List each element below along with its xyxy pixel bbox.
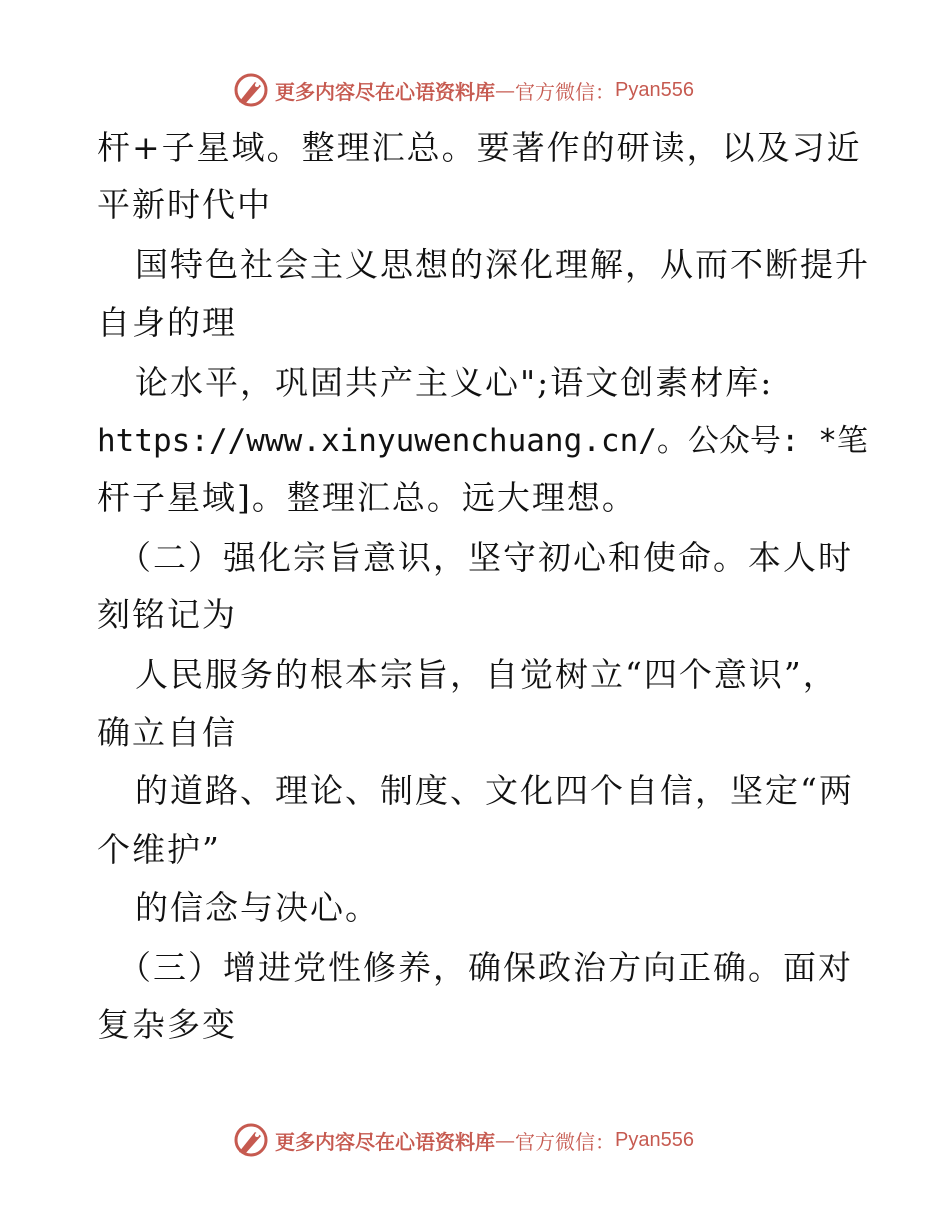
pen-nib-logo-icon	[233, 1122, 269, 1158]
body-line-4: 自身的理	[97, 303, 237, 342]
body-line-11: 确立自信	[97, 713, 237, 752]
watermark-separator: —	[495, 78, 515, 102]
body-line-7: 杆子星域]。整理汇总。远大理想。	[97, 478, 637, 517]
watermark-wechat-label: 官方微信：	[515, 79, 615, 104]
watermark-wechat-id: Pyan556	[615, 78, 694, 101]
body-line-15: （三）增进党性修养，确保政治方向正确。面对	[118, 948, 853, 987]
body-line-10: 人民服务的根本宗旨，自觉树立“四个意识”，	[135, 655, 838, 694]
body-line-8: （二）强化宗旨意识，坚守初心和使命。本人时	[118, 538, 853, 577]
body-line-3: 国特色社会主义思想的深化理解，从而不断提升	[135, 245, 870, 284]
body-line-2: 平新时代中	[97, 185, 272, 224]
body-line-5: 论水平，巩固共产主义心";语文创素材库:	[135, 363, 774, 402]
body-line-6: https://www.xinyuwenchuang.cn/。公众号: *笔	[97, 423, 868, 459]
body-line-14: 的信念与决心。	[135, 888, 380, 927]
watermark-brand-text: 更多内容尽在心语资料库	[275, 1129, 495, 1154]
body-line-1: 杆+子星域。整理汇总。要著作的研读，以及习近	[97, 128, 862, 167]
top-watermark-banner	[233, 70, 694, 110]
body-line-9: 刻铭记为	[97, 595, 237, 634]
watermark-wechat-label: 官方微信：	[515, 1129, 615, 1154]
body-line-16: 复杂多变	[97, 1005, 237, 1044]
watermark-separator: —	[495, 1128, 515, 1152]
body-line-12: 的道路、理论、制度、文化四个自信，坚定“两	[135, 771, 854, 810]
watermark-wechat-id: Pyan556	[615, 1128, 694, 1151]
body-line-13: 个维护”	[97, 830, 221, 869]
watermark-brand-text: 更多内容尽在心语资料库	[275, 79, 495, 104]
bottom-watermark-banner	[233, 1120, 694, 1160]
pen-nib-logo-icon	[233, 72, 269, 108]
